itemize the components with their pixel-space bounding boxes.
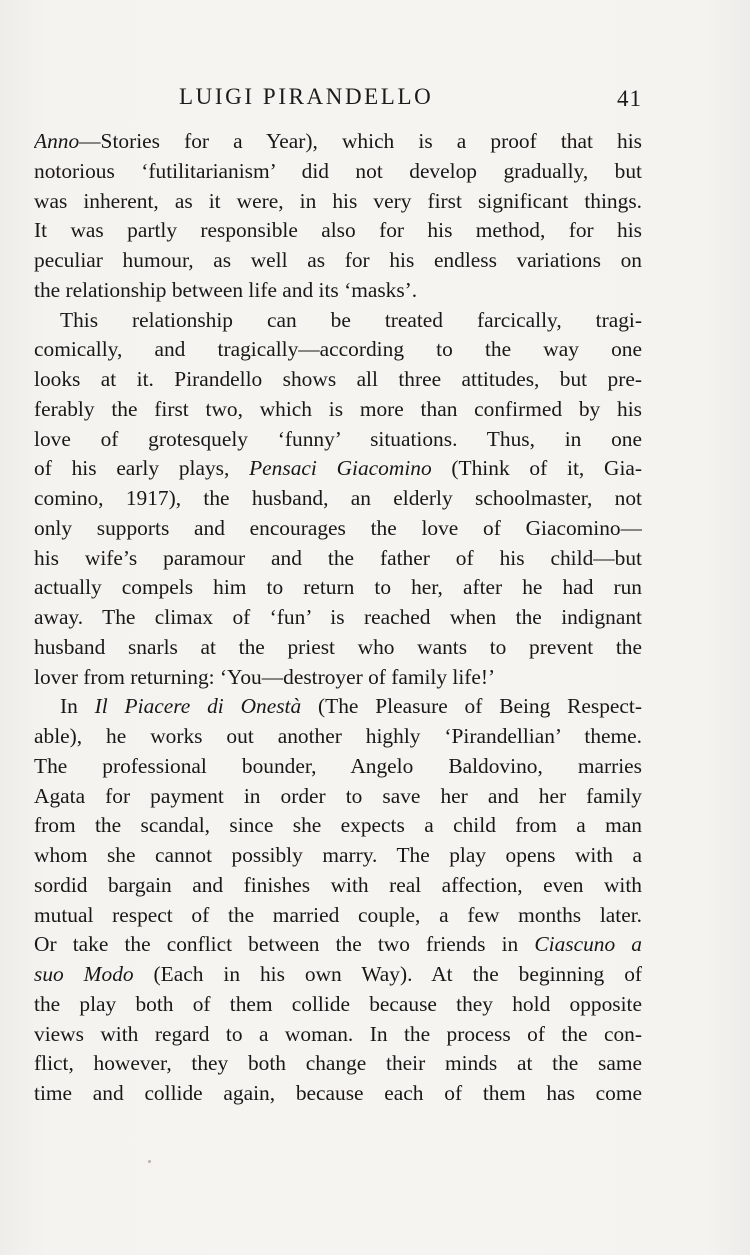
- text-line: comino, 1917), the husband, an elderly schoolmaster, not: [34, 486, 642, 510]
- text-line: It was partly responsible also for his method, for his: [34, 218, 642, 243]
- text-line: [34, 127, 642, 157]
- text-line: away. The climax of ‘fun’ is reached when the indignant: [34, 605, 642, 629]
- text-line: actually compels him to return to her, after he had run: [34, 575, 642, 600]
- text-line: comically, and tragically—according to the way one: [34, 337, 642, 362]
- text-line: husband snarls at the priest who wants to prevent the: [34, 634, 642, 659]
- line-text: (Think of it, Gia-: [431, 456, 642, 481]
- body-text: [34, 127, 642, 1109]
- text-line: mutual respect of the married couple, a few months later.: [34, 902, 642, 927]
- text-line: [34, 454, 642, 484]
- text-line: looks at it. Pirandello shows all three attitudes, but pre-: [34, 367, 642, 391]
- paper-speck: [148, 1160, 151, 1163]
- line-text: of his early plays,: [34, 456, 250, 481]
- line-text: (The Pleasure of Being Respect-: [301, 694, 642, 719]
- text-line: whom she cannot possibly marry. The play opens with a: [34, 843, 642, 867]
- text-line: was inherent, as it were, in his very first significant things.: [34, 188, 642, 213]
- text-line: love of grotesquely ‘funny’ situations. Thus, in one: [34, 426, 642, 451]
- running-title: LUIGI PIRANDELLO: [179, 84, 434, 109]
- text-line: This relationship can be treated farcically, tragi-: [60, 307, 642, 332]
- text-line: Agata for payment in order to save her and her family: [34, 783, 642, 808]
- text-line: notorious ‘futilitarianism’ did not develop gradually, but: [34, 158, 642, 183]
- running-head: [34, 84, 642, 114]
- text-line: peculiar humour, as well as for his endless variations on: [34, 248, 642, 272]
- text-line: [34, 960, 642, 990]
- italic-title: suo Modo: [34, 962, 134, 986]
- text-line: [34, 692, 642, 722]
- italic-title: Ciascuno a: [534, 932, 642, 957]
- text-line: the relationship between life and its ‘masks’.: [34, 277, 418, 302]
- text-line: sordid bargain and finishes with real affection, even with: [34, 872, 642, 897]
- text-line: views with regard to a woman. In the process of the con-: [34, 1021, 642, 1046]
- line-text: —Stories for a Year), which is a proof that his: [79, 129, 642, 153]
- text-line: ferably the first two, which is more than confirmed by his: [34, 396, 642, 421]
- text-line: The professional bounder, Angelo Baldovino, marries: [34, 753, 642, 778]
- text-line: time and collide again, because each of them has come: [34, 1081, 642, 1105]
- text-line: [34, 930, 642, 960]
- text-line: lover from returning: ‘You—destroyer of family life!’: [34, 664, 496, 689]
- line-text: In: [60, 694, 95, 719]
- line-text: Or take the conflict between the two friends in: [34, 932, 535, 957]
- italic-title: Il Piacere di Onestà: [94, 694, 302, 719]
- text-line: flict, however, they both change their minds at the same: [34, 1051, 642, 1076]
- text-line: his wife’s paramour and the father of his child—but: [34, 545, 642, 570]
- text-line: able), he works out another highly ‘Pirandellian’ theme.: [34, 724, 642, 748]
- text-line: from the scandal, since she expects a child from a man: [34, 813, 642, 838]
- line-text: (Each in his own Way). At the beginning of: [133, 962, 642, 986]
- text-line: the play both of them collide because they hold opposite: [34, 991, 642, 1016]
- italic-title: Anno: [34, 129, 80, 153]
- text-line: only supports and encourages the love of Giacomino—: [34, 515, 642, 540]
- page-number: 41: [617, 86, 642, 111]
- italic-title: Pensaci Giacomino: [249, 456, 432, 481]
